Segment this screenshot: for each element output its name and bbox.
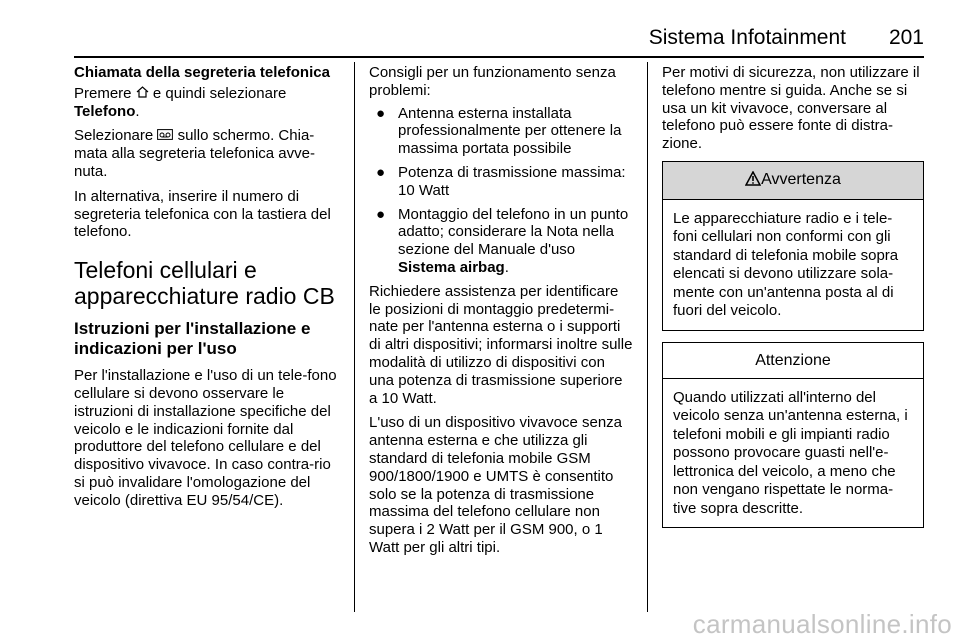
text: .	[504, 258, 509, 276]
column-left	[74, 64, 342, 517]
paragraph-assistance: Richiedere assistenza per identificare le posizioni di montaggio predetermi-nate per l'antenna esterna o i supporti di altri dispositivi; informarsi inoltre sulle modalità di utilizzo di dispositivi con una potenza di trasmissione superiore a 10 Watt.	[369, 282, 633, 407]
column-divider-2	[647, 62, 648, 612]
warning-title: Avvertenza	[761, 170, 841, 188]
column-divider-1	[354, 62, 355, 612]
home-icon	[136, 85, 149, 103]
column-middle	[369, 64, 634, 564]
paragraph-installation: Per l'installazione e l'uso di un tele-fono cellulare si devono osservare le istruzioni di installazione specifiche del veicolo e le indicazioni fornite dal produttore del telefono cellulare e del dispositivo vivavoce. In caso contra-rio si può invalidare l'omologazione del veicolo (direttiva EU 95/54/CE).	[74, 367, 337, 509]
paragraph-home	[74, 85, 342, 121]
list-item	[369, 206, 634, 277]
list-item-text: Antenna esterna installata professionalmente per ottenere la massima portata possibile	[398, 104, 622, 158]
text: sullo schermo. Chia-mata alla segreteria telefonica avve-nuta.	[74, 127, 315, 180]
warning-triangle-icon	[745, 171, 761, 191]
caution-body: Quando utilizzati all'interno del veicolo senza un'antenna esterna, i telefoni mobili e gli impianti radio possono provocare guasti nell'e-lettronica del veicolo, a meno che non vengano rispettate le norma-tive sopra descritte.	[673, 388, 908, 517]
subsection-heading: Istruzioni per l'installazione e indicazioni per l'uso	[74, 319, 311, 359]
bullet: ●	[376, 163, 386, 181]
warning-header	[663, 162, 923, 200]
text: .	[135, 102, 140, 120]
section-title: Chiamata della segreteria telefonica	[74, 64, 330, 81]
paragraph-alternative: In alternativa, inserire il numero di segreteria telefonica con la tastiera del telefono.	[74, 187, 331, 241]
voicemail-icon	[157, 127, 173, 145]
header-rule	[74, 56, 924, 58]
warning-box	[662, 161, 924, 331]
list-item	[369, 105, 634, 158]
column-right	[662, 64, 924, 528]
airbag-reference: Sistema airbag	[398, 258, 505, 276]
section-heading: Telefoni cellulari e apparecchiature radio CB	[74, 257, 335, 310]
paragraph-intro: Consigli per un funzionamento senza problemi:	[369, 64, 616, 99]
paragraph-voicemail	[74, 127, 342, 180]
page-number: 201	[888, 26, 924, 49]
tips-list	[369, 105, 634, 277]
bullet: ●	[376, 205, 386, 223]
caution-box	[662, 342, 924, 528]
paragraph-handsfree: L'uso di un dispositivo vivavoce senza antenna esterna e che utilizza gli standard di telefonia mobile GSM 900/1800/1900 e UMTS è consentito solo se la potenza di trasmissione massima del telefono cellulare non supera i 2 Watt per il GSM 900, o 1 Watt per gli altri tipi.	[369, 414, 623, 556]
list-item-text: Potenza di trasmissione massima: 10 Watt	[398, 163, 626, 199]
list-item-text: Montaggio del telefono in un punto adatto; considerare la Nota nella sezione del Manuale d'uso	[398, 205, 629, 259]
text: e quindi selezionare	[152, 84, 287, 102]
caution-header: Attenzione	[663, 343, 923, 379]
bullet: ●	[376, 104, 386, 122]
watermark: carmanualsonline.info	[692, 609, 952, 639]
text: Premere	[74, 84, 132, 102]
warning-body: Le apparecchiature radio e i tele-foni cellulari non conformi con gli standard di telefonia mobile sopra elencati si devono utilizzare sola-mente con un'antenna posta al di fuori del veicolo.	[673, 209, 899, 320]
text: Selezionare	[74, 127, 154, 145]
page-title: Sistema Infotainment	[648, 26, 846, 49]
paragraph-safety: Per motivi di sicurezza, non utilizzare il telefono mentre si guida. Anche se si usa un kit vivavoce, conversare al telefono può essere fonte di distra-zione.	[662, 64, 920, 153]
page-header	[74, 26, 924, 56]
list-item	[369, 164, 634, 200]
telefono-label: Telefono	[74, 102, 136, 120]
